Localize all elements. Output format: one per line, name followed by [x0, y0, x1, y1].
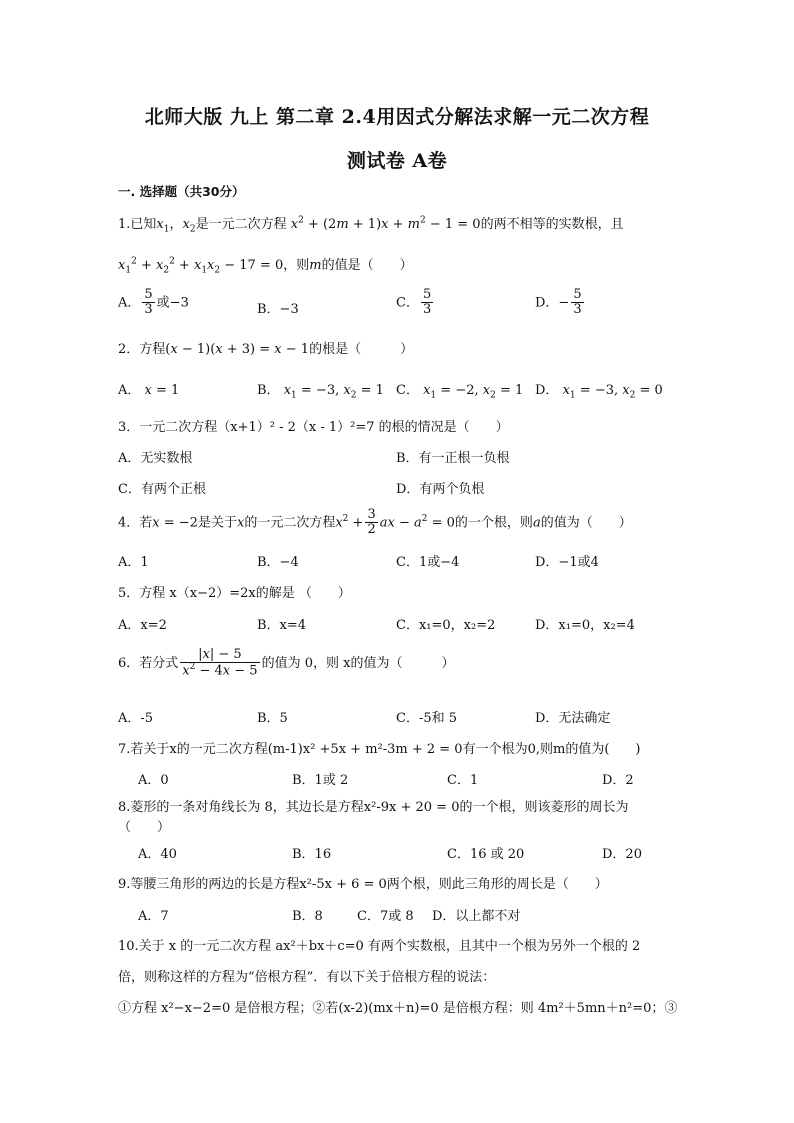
question-2-stem: 2．方程(x − 1)(x + 3) = x − 1的根是（ ）: [118, 342, 414, 357]
question-3-option-a: A．无实数根: [118, 451, 193, 466]
question-6-stem: 6．若分式 $\frac{|x| - 5}{x^2 - 4x - 5}$ 的值为 0，则 x的值为（ ）: [118, 647, 455, 679]
question-5-option-c: C．x₁=0，x₂=2: [396, 618, 496, 633]
question-1-option-a: A． $\frac{5}{3}$ 或−3: [118, 287, 189, 318]
question-9-option-d: D．以上都不对: [432, 909, 521, 924]
question-1-line-2: $x_1^2 + x_2^2 + x_1x_2 - 17 = 0$，则m的值是（ ）: [118, 256, 413, 276]
question-2-option-b: B． $x_1 = -3$, $x_2 = 1$: [257, 383, 384, 401]
section-heading: 一. 选择题（共30分）: [118, 184, 245, 199]
question-8-line-2: （ ）: [118, 820, 171, 835]
question-7-option-b: B．1或 2: [292, 773, 349, 788]
question-7-option-c: C．1: [447, 773, 479, 788]
question-3-option-b: B．有一正根一负根: [396, 451, 510, 466]
question-4-option-d: D．−1或4: [535, 555, 599, 570]
question-10-line-3: ①方程 x²−x−2=0 是倍根方程；②若(x-2)(mx＋n)=0 是倍根方程：则 4m²＋5mn＋n²=0；③: [118, 1001, 678, 1016]
question-1-option-d: D．− $\frac{5}{3}$: [535, 287, 582, 318]
question-4-option-a: A．1: [118, 555, 149, 570]
question-4-option-b: B．−4: [257, 555, 299, 570]
question-6-option-a: A．-5: [118, 711, 154, 726]
question-3-option-c: C．有两个正根: [118, 482, 206, 497]
question-5-option-a: A．x=2: [118, 618, 167, 633]
question-9-option-b: B．8: [292, 909, 323, 924]
question-6-option-d: D．无法确定: [535, 711, 611, 726]
question-8-option-c: C．16 或 20: [447, 847, 525, 862]
question-3-option-d: D．有两个负根: [396, 482, 485, 497]
question-10-line-2: 倍，则称这样的方程为“倍根方程”．有以下关于倍根方程的说法：: [118, 970, 496, 985]
question-9-option-a: A．7: [138, 909, 169, 924]
question-5-option-d: D．x₁=0，x₂=4: [535, 618, 635, 633]
question-8-option-b: B．16: [292, 847, 332, 862]
question-2-option-a: A． x = 1: [118, 383, 180, 398]
question-2-option-c: C． $x_1 = -2$, $x_2 = 1$: [396, 383, 524, 401]
question-8-option-d: D．20: [602, 847, 642, 862]
question-7-option-a: A．0: [138, 773, 169, 788]
question-4-option-c: C．1或−4: [396, 555, 460, 570]
question-10-line-1: 10.关于 x 的一元二次方程 ax²＋bx＋c=0 有两个实数根，且其中一个根为另外一个根的 2: [118, 939, 641, 954]
question-5-option-b: B．x=4: [257, 618, 307, 633]
question-6-option-c: C．-5和 5: [396, 711, 458, 726]
question-6-option-b: B．5: [257, 711, 288, 726]
question-4-stem: 4．若x = −2是关于x的一元二次方程$x^2$ + $\frac{3}{2}$ ax − $a^2 = 0$的一个根，则a的值为（ ）: [118, 507, 632, 538]
question-7-stem: 7.若关于x的一元二次方程(m-1)x² +5x + m²-3m + 2 = 0有一个根为0,则m的值为( ): [118, 742, 641, 757]
question-1-option-c: C． $\frac{5}{3}$: [396, 287, 432, 318]
question-1-line-1: 1.已知$x_1$，$x_2$是一元二次方程 $x^2 + (2m + 1)x + m^2 - 1 = 0$的两不相等的实数根，且: [118, 215, 624, 235]
question-2-option-d: D． $x_1 = -3$, $x_2 = 0$: [535, 383, 663, 401]
question-1-option-b: B．−3: [257, 302, 299, 317]
question-5-stem: 5．方程 x（x−2）=2x的解是 （ ）: [118, 586, 351, 601]
question-9-stem: 9.等腰三角形的两边的长是方程x²-5x + 6 = 0两个根，则此三角形的周长是（ ）: [118, 877, 608, 892]
question-8-option-a: A．40: [138, 847, 177, 862]
title-line-2: 测试卷 A卷: [346, 150, 448, 172]
question-7-option-d: D．2: [602, 773, 634, 788]
question-8-line-1: 8.菱形的一条对角线长为 8，其边长是方程x²-9x + 20 = 0的一个根，则该菱形的周长为: [118, 800, 629, 815]
question-3-stem: 3．一元二次方程（x+1）² - 2（x - 1）²=7 的根的情况是（ ）: [118, 420, 509, 435]
question-9-option-c: C．7或 8: [357, 909, 414, 924]
title-line-1: 北师大版 九上 第二章 2.4用因式分解法求解一元二次方程: [144, 106, 650, 128]
